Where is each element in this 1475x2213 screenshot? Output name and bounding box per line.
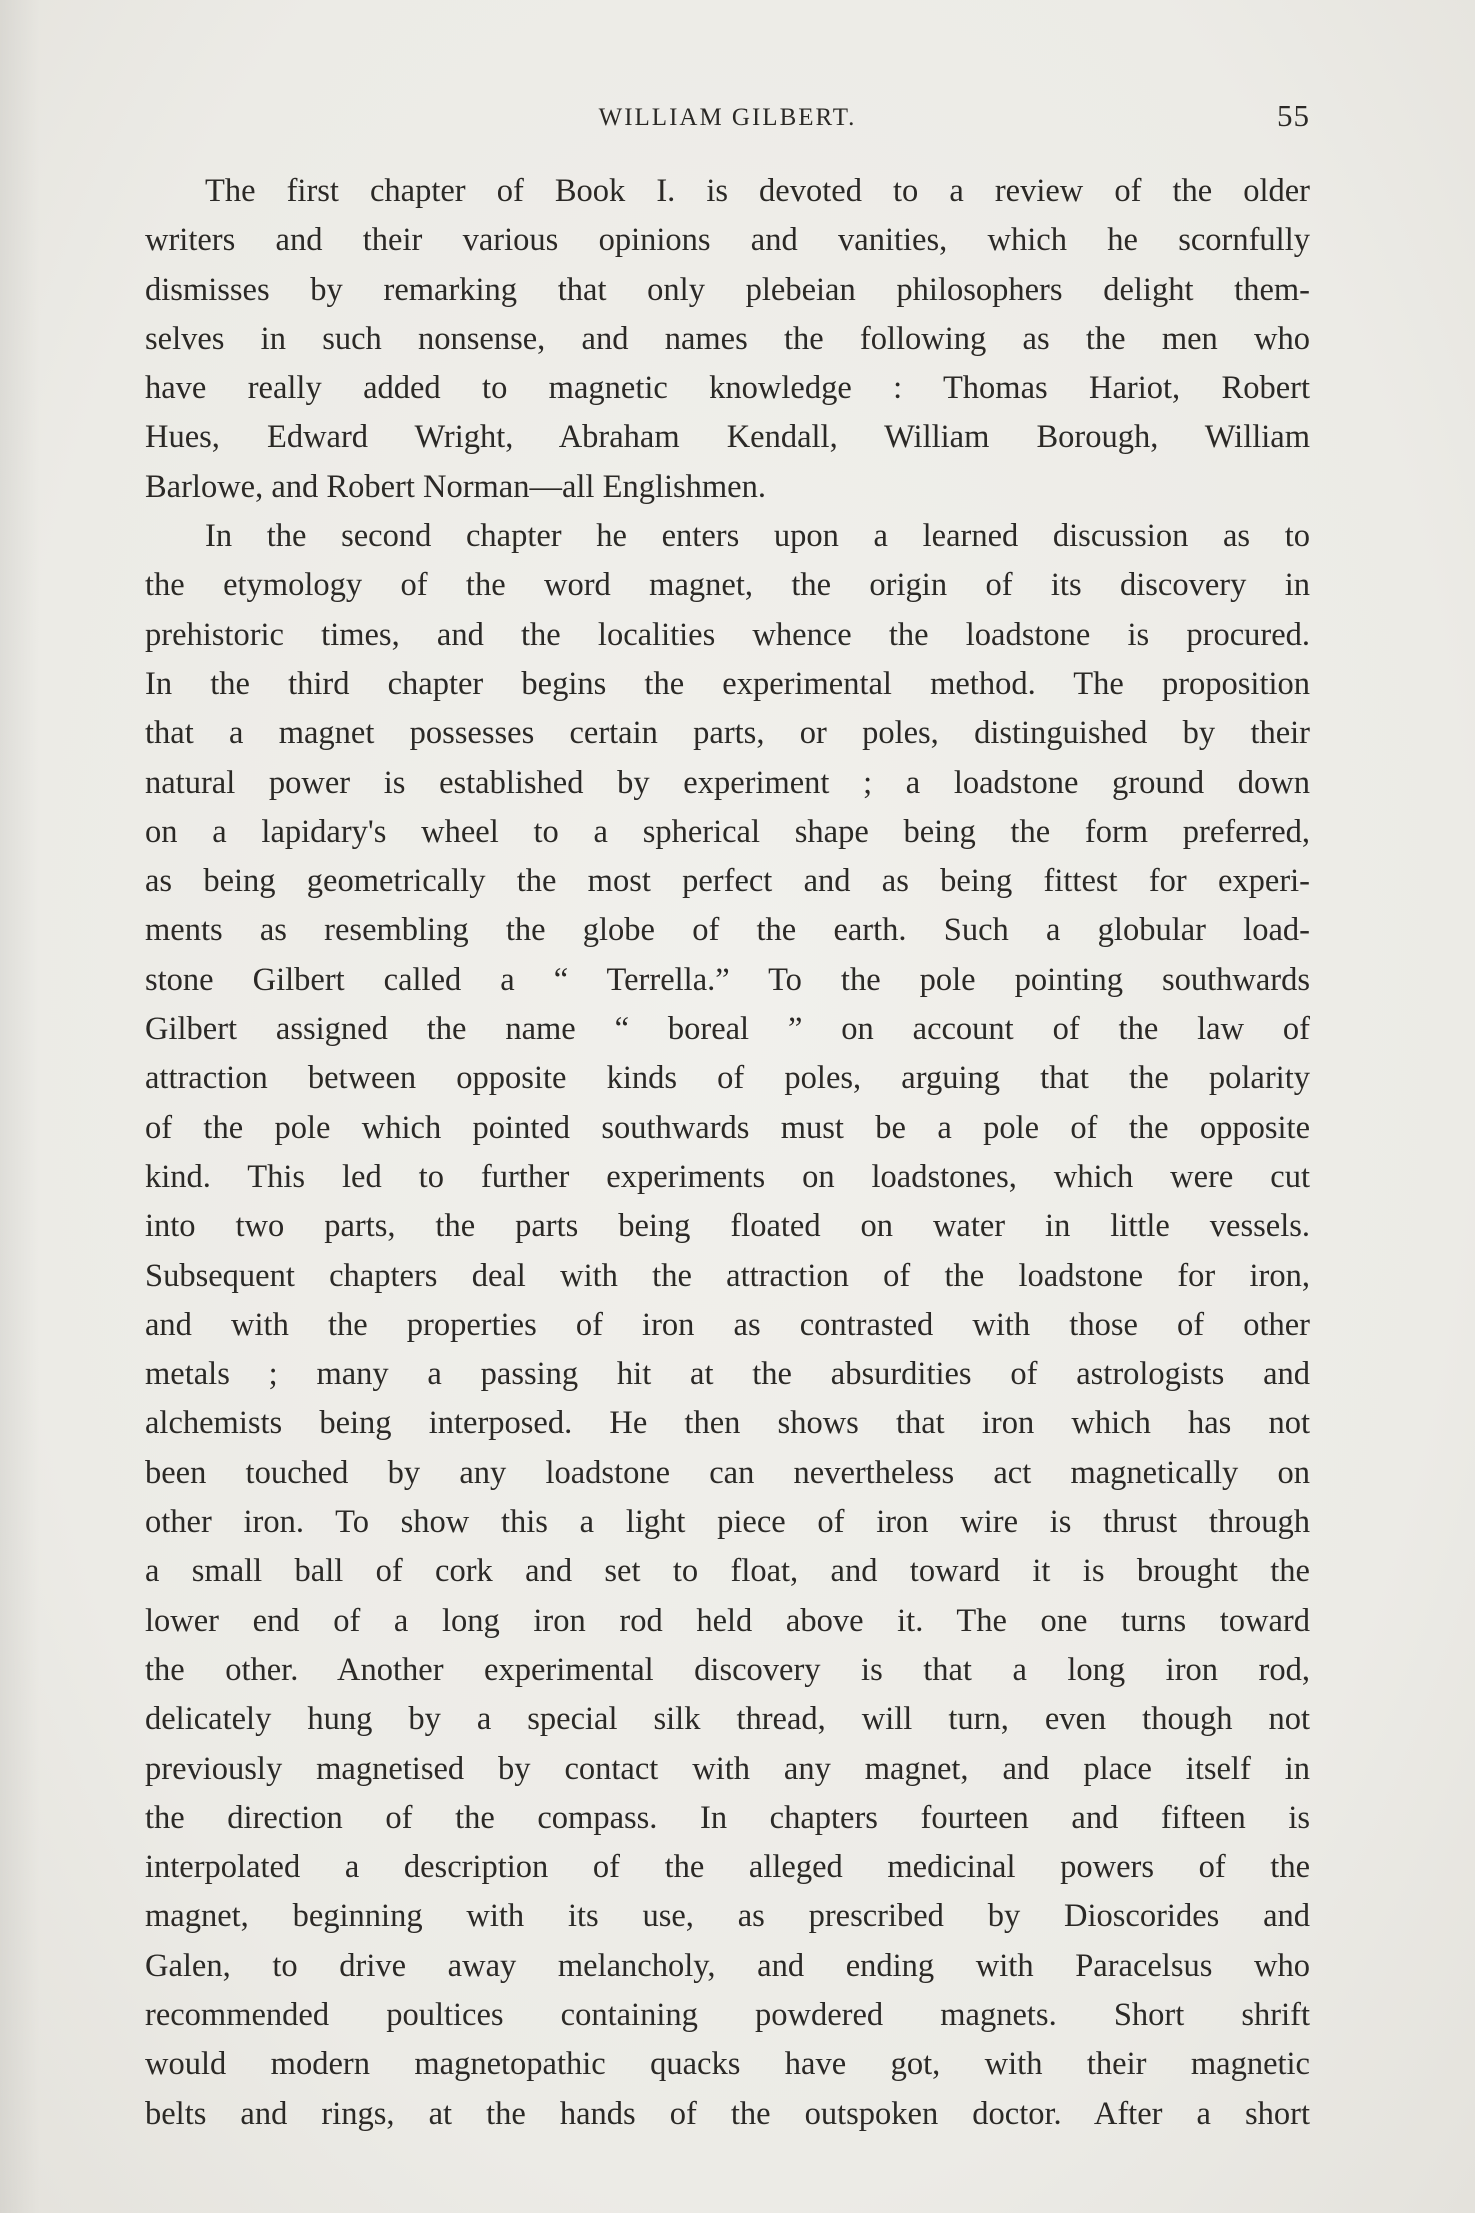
text-line: Gilbert assigned the name “ boreal ” on account of the law of <box>145 1011 1310 1048</box>
text-line: lower end of a long iron rod held above it. The one turns toward <box>145 1602 1310 1639</box>
text-line: selves in such nonsense, and names the following as the men who <box>145 320 1310 357</box>
running-title: WILLIAM GILBERT. <box>598 104 857 131</box>
text-line: The first chapter of Book I. is devoted to a review of the older <box>205 173 1310 209</box>
text-line: recommended poultices containing powdered magnets. Short shrift <box>145 1996 1310 2033</box>
page-edge-shadow <box>0 0 40 2213</box>
text-line: have really added to magnetic knowledge : Thomas Hariot, Robert <box>145 370 1310 407</box>
text-line: that a magnet possesses certain parts, or poles, distinguished by their <box>145 715 1310 752</box>
text-line: Hues, Edward Wright, Abraham Kendall, William Borough, William <box>145 419 1310 456</box>
text-line: on a lapidary's wheel to a spherical shape being the form preferred, <box>145 813 1310 850</box>
text-line: previously magnetised by contact with any magnet, and place itself in <box>145 1750 1310 1787</box>
text-line: writers and their various opinions and vanities, which he scornfully <box>145 222 1310 259</box>
text-line: ments as resembling the globe of the earth. Such a globular load- <box>145 912 1310 949</box>
text-line: In the third chapter begins the experimental method. The proposition <box>145 665 1310 702</box>
text-line: and with the properties of iron as contrasted with those of other <box>145 1306 1310 1343</box>
text-line: Barlowe, and Robert Norman—all Englishmen. <box>145 468 766 505</box>
text-line: metals ; many a passing hit at the absurdities of astrologists and <box>145 1356 1310 1393</box>
text-line: delicately hung by a special silk thread, will turn, even though not <box>145 1701 1310 1738</box>
text-line: Subsequent chapters deal with the attraction of the loadstone for iron, <box>145 1257 1310 1294</box>
text-line: into two parts, the parts being floated on water in little vessels. <box>145 1208 1310 1245</box>
text-line: kind. This led to further experiments on loadstones, which were cut <box>145 1158 1310 1195</box>
text-line: been touched by any loadstone can nevertheless act magnetically on <box>145 1454 1310 1491</box>
text-line: natural power is established by experiment ; a loadstone ground down <box>145 764 1310 801</box>
text-line: would modern magnetopathic quacks have got, with their magnetic <box>145 2046 1310 2083</box>
text-line: the other. Another experimental discovery is that a long iron rod, <box>145 1651 1310 1688</box>
running-head <box>145 98 1310 138</box>
text-line: stone Gilbert called a “ Terrella.” To the pole pointing southwards <box>145 961 1310 998</box>
page-number: 55 <box>1277 98 1310 133</box>
text-line: dismisses by remarking that only plebeian philosophers delight them- <box>145 271 1310 308</box>
text-line: In the second chapter he enters upon a learned discussion as to <box>205 518 1310 555</box>
text-line: the direction of the compass. In chapters fourteen and fifteen is <box>145 1799 1310 1836</box>
text-line: a small ball of cork and set to float, and toward it is brought the <box>145 1553 1310 1590</box>
text-line: magnet, beginning with its use, as prescribed by Dioscorides and <box>145 1898 1310 1935</box>
text-line: the etymology of the word magnet, the origin of its discovery in <box>145 567 1310 604</box>
text-line: attraction between opposite kinds of poles, arguing that the polarity <box>145 1060 1310 1097</box>
text-line: other iron. To show this a light piece of iron wire is thrust through <box>145 1504 1310 1541</box>
text-line: prehistoric times, and the localities whence the loadstone is procured. <box>145 616 1310 653</box>
text-line: of the pole which pointed southwards must be a pole of the opposite <box>145 1109 1310 1146</box>
text-line: belts and rings, at the hands of the outspoken doctor. After a short <box>145 2095 1310 2132</box>
body-text <box>145 167 1310 2139</box>
text-line: alchemists being interposed. He then shows that iron which has not <box>145 1405 1310 1442</box>
text-line: interpolated a description of the alleged medicinal powers of the <box>145 1849 1310 1886</box>
text-line: as being geometrically the most perfect and as being fittest for experi- <box>145 863 1310 900</box>
text-line: Galen, to drive away melancholy, and ending with Paracelsus who <box>145 1947 1310 1984</box>
